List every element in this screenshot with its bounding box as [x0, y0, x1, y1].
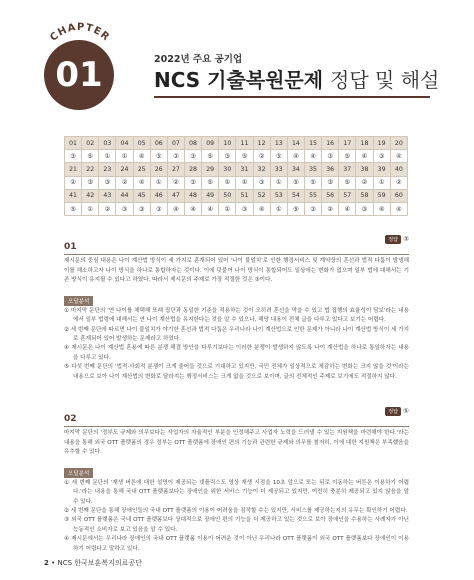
- question-number-cell: 39: [373, 163, 390, 176]
- question-number-cell: 03: [99, 137, 116, 150]
- answer-cell: ③: [373, 150, 390, 163]
- answer-cell: ⑤: [202, 150, 219, 163]
- question-number-cell: 16: [322, 137, 339, 150]
- option-explanation: ④ 제시문에서는 우리나라 장애인의 국내 OTT 플랫폼 이용이 어려운 것이 아닌 우리나라 OTT 플랫폼이 외국 OTT 플랫폼보다 장애인이 이용하기 어렵다고 말하고 있다.: [64, 536, 409, 552]
- answer-cell: ③: [322, 150, 339, 163]
- explanation-text: 마지막 문단의 '정부도 규제와 의무보다는 사업자의 자율적인 부분을 인정해주고 사업자 노력을 드러낼 수 있는 지원책을 마련해야 한다.'라는 내용을 통해 외국 OTT 플랫폼의 경우 정부는 OTT 플랫폼에 장애인 편의 기능과 관련한 규제와 의무를 철저히, 이에 대한 지원책은 부족했음을 유추할 수 있다.: [64, 430, 409, 456]
- option-explanation: ① 마지막 문단의 '연 나이를 채택해 또래 집단과 동일한 기준을 적용하는 것이 오히려 혼선을 막을 수 있고 법 집행의 효율성이 담보'라는 내용에서 일부 법령에 대해서는 연 나이 계산법을 유지한다는 것을 알 수 있으나, 해당 내용이 전체 글을 다루고 있다고 보기는 어렵다.: [64, 307, 409, 324]
- answer-cell: ②: [390, 176, 407, 189]
- explanation-text: 제시문의 중심 내용은 나이 계산법 방식이 세 가지로 혼재되어 있어 '나이 불일치'로 인한 행정서비스 및 계약상의 혼선과 법적 다툼이 발생해 이를 해소하고자 나이 방식을 하나로 통합하자는 것이다. 이에 덧붙여 나이 방식이 통합되어도 일상에는 변화가 없으며 일부 법에 대해서는 기존 방식이 유지될 수 있다고 하였다. 따라서 제시문의 주제로 가장 적절한 것은 ③이다.: [64, 258, 409, 284]
- wrong-analysis-tag: 오답분석: [64, 468, 93, 478]
- question-number-cell: 23: [99, 163, 116, 176]
- answer-cell: ②: [99, 202, 116, 215]
- option-explanation: ② 세 번째 문단을 통해 장애인들의 국내 OTT 플랫폼의 이용이 어려움을 짐작할 수는 있지만, 서비스를 제공하는지의 유무는 확인하기 어렵다.: [64, 508, 408, 514]
- answer-indicator: [385, 407, 409, 416]
- answer-cell: ⑤: [236, 150, 253, 163]
- answer-cell: ③: [167, 150, 184, 163]
- question-number-cell: 01: [65, 137, 82, 150]
- question-number-cell: 60: [390, 189, 407, 202]
- question-number-cell: 28: [184, 163, 201, 176]
- question-number-cell: 09: [202, 137, 219, 150]
- page-title-light: 정답 및 해설: [330, 68, 440, 92]
- answer-cell: ⑤: [287, 176, 304, 189]
- question-divider: [64, 254, 409, 255]
- question-number-cell: 55: [304, 189, 321, 202]
- answer-cell: ③: [82, 176, 99, 189]
- answer-cell: ①: [219, 176, 236, 189]
- question-number-cell: 11: [236, 137, 253, 150]
- question-number-cell: 43: [99, 189, 116, 202]
- question-number-cell: 19: [373, 137, 390, 150]
- answer-cell: ④: [133, 176, 150, 189]
- question-number-cell: 14: [287, 137, 304, 150]
- answer-cell: ④: [202, 202, 219, 215]
- question-number-cell: 31: [236, 163, 253, 176]
- answer-cell: ③: [150, 202, 167, 215]
- answer-cell: ②: [356, 176, 373, 189]
- question-1: [64, 234, 409, 382]
- answer-cell: ①: [219, 202, 236, 215]
- question-number-cell: 46: [150, 189, 167, 202]
- answer-cell: ①: [270, 202, 287, 215]
- answer-cell: ③: [65, 150, 82, 163]
- question-number-cell: 33: [270, 163, 287, 176]
- answer-cell: ①: [150, 176, 167, 189]
- answer-table-answer-row: [65, 176, 408, 189]
- answer-table-number-row: [65, 163, 408, 176]
- question-number-cell: 57: [339, 189, 356, 202]
- answer-cell: ⑤: [304, 176, 321, 189]
- answer-cell: ①: [373, 176, 390, 189]
- answer-cell: ⑤: [202, 176, 219, 189]
- question-number-cell: 42: [82, 189, 99, 202]
- question-number-cell: 22: [82, 163, 99, 176]
- question-number-cell: 20: [390, 137, 407, 150]
- question-number-cell: 05: [133, 137, 150, 150]
- answer-table-number-row: [65, 189, 408, 202]
- answer-cell: ①: [236, 176, 253, 189]
- answer-cell: ③: [133, 202, 150, 215]
- question-number-cell: 44: [116, 189, 133, 202]
- question-number-cell: 50: [219, 189, 236, 202]
- answer-cell: ⑤: [150, 150, 167, 163]
- question-number-cell: 30: [219, 163, 236, 176]
- question-number-cell: 02: [82, 137, 99, 150]
- answer-cell: ⑤: [270, 150, 287, 163]
- wrong-analysis-tag: 오답분석: [64, 296, 93, 306]
- question-number-cell: 35: [304, 163, 321, 176]
- answer-cell: ④: [373, 202, 390, 215]
- question-number: 01: [64, 242, 77, 252]
- question-number-cell: 41: [65, 189, 82, 202]
- answer-cell: ③: [304, 202, 321, 215]
- option-explanation: ① 세 번째 문단의 '재생 버튼에 대한 설명이 제공되는 넷플릭스도 영상 재생 시점을 10초 앞으로 또는 뒤로 이동하는 버튼은 이용하기 어렵다.'라는 내용을 통해 국내 OTT 플랫폼보다는 장애인을 위한 서비스 기능이 더 제공되고 있지만, 여전히 충분히 제공되고 있지 않음을 알 수 있다.: [64, 479, 409, 505]
- title-underline: [154, 96, 430, 98]
- answer-cell: ①: [82, 202, 99, 215]
- question-number-cell: 34: [287, 163, 304, 176]
- question-number-cell: 12: [253, 137, 270, 150]
- question-number-cell: 24: [116, 163, 133, 176]
- question-number-cell: 13: [270, 137, 287, 150]
- question-2: [64, 406, 409, 554]
- answer-value: ③: [403, 235, 409, 243]
- answer-cell: ④: [390, 202, 407, 215]
- answer-cell: ⑤: [65, 202, 82, 215]
- answer-cell: ③: [184, 150, 201, 163]
- question-number-cell: 36: [322, 163, 339, 176]
- page-number: 2: [44, 559, 49, 567]
- chapter-badge: [44, 40, 114, 110]
- answer-cell: ③: [322, 176, 339, 189]
- page-title: [154, 64, 439, 93]
- chapter-number: 01: [55, 55, 103, 95]
- answer-cell: ④: [304, 150, 321, 163]
- answer-cell: ③: [356, 202, 373, 215]
- page-title-bold: NCS 기출복원문제: [154, 68, 324, 92]
- option-explanation: ④ 제시문은 나이 계산법 혼용에 따른 분쟁 해결 방안을 다루기보다는 이러한 분쟁이 발생하지 않도록 나이 계산법을 하나로 통일하자는 내용을 다루고 있다.: [64, 345, 409, 361]
- answer-cell: ③: [99, 176, 116, 189]
- answer-cell: ⑤: [339, 176, 356, 189]
- question-number-cell: 53: [270, 189, 287, 202]
- question-number-cell: 37: [339, 163, 356, 176]
- question-number-cell: 58: [356, 189, 373, 202]
- option-explanation: ⑤ 다섯 번째 문단의 '법적·사회적 분쟁이 크게 줄어들 것으로 기대하고 있지만, 국민 전체가 일상적으로 체감하는 변화는 크지 않을 것'이라는 내용으로 보아 나이 계산법의 변화로 달라지는 행정서비스는 크게 없을 것으로 보이며, 글의 전체적인 주제로 보기에도 적절하지 않다.: [64, 364, 409, 380]
- question-number-cell: 29: [202, 163, 219, 176]
- answer-cell: ③: [236, 202, 253, 215]
- answer-cell: ⑤: [82, 150, 99, 163]
- answer-cell: ④: [184, 202, 201, 215]
- question-number-cell: 45: [133, 189, 150, 202]
- page-subtitle: 2022년 주요 공기업: [154, 54, 243, 65]
- question-number-cell: 48: [184, 189, 201, 202]
- answer-value: ⑤: [403, 407, 409, 415]
- answer-cell: ④: [356, 150, 373, 163]
- page-footer: 2 • NCS 한국보훈복지의료공단: [44, 559, 142, 567]
- answer-cell: ④: [167, 202, 184, 215]
- question-number-cell: 38: [356, 163, 373, 176]
- answer-cell: ③: [253, 176, 270, 189]
- answer-cell: ①: [99, 150, 116, 163]
- question-number-cell: 06: [150, 137, 167, 150]
- option-explanation: ② 세 번째 문단에 따르면 나이 불일치가 야기한 혼선과 법적 다툼은 우리나라 나이 계산법으로 인한 문제가 아니라 나이 계산법 방식이 세 가지로 혼재되어 있어 발생하는 문제라고 하였다.: [64, 326, 409, 342]
- question-number-cell: 08: [184, 137, 201, 150]
- footer-title: NCS 한국보훈복지의료공단: [57, 559, 142, 567]
- question-number-cell: 56: [322, 189, 339, 202]
- answer-cell: ②: [65, 176, 82, 189]
- question-number-cell: 18: [356, 137, 373, 150]
- answer-table-number-row: [65, 137, 408, 150]
- question-number-cell: 25: [133, 163, 150, 176]
- chapter-header: [0, 0, 474, 120]
- question-number-cell: 54: [287, 189, 304, 202]
- answer-cell: ⑤: [339, 150, 356, 163]
- answer-cell: ⑤: [287, 202, 304, 215]
- answer-cell: ④: [287, 150, 304, 163]
- question-number-cell: 21: [65, 163, 82, 176]
- answer-table-answer-row: [65, 150, 408, 163]
- answer-badge: 정답: [385, 407, 401, 416]
- answer-cell: ②: [116, 176, 133, 189]
- answer-cell: ①: [116, 150, 133, 163]
- answer-cell: ③: [116, 202, 133, 215]
- chapter-label: CHAPTER: [48, 21, 112, 44]
- question-number-cell: 51: [236, 189, 253, 202]
- answer-badge: 정답: [385, 235, 401, 244]
- answer-cell: ②: [322, 202, 339, 215]
- answer-cell: ③: [184, 176, 201, 189]
- question-divider: [64, 426, 409, 427]
- question-number-cell: 07: [167, 137, 184, 150]
- question-number-cell: 59: [373, 189, 390, 202]
- answer-cell: ④: [133, 150, 150, 163]
- answer-table: [64, 136, 408, 216]
- answer-indicator: [385, 235, 409, 244]
- question-number-cell: 32: [253, 163, 270, 176]
- question-number-cell: 40: [390, 163, 407, 176]
- answer-table-answer-row: [65, 202, 408, 215]
- answer-cell: ③: [219, 150, 236, 163]
- question-number-cell: 49: [202, 189, 219, 202]
- question-number-cell: 47: [167, 189, 184, 202]
- answer-cell: ④: [390, 150, 407, 163]
- question-number-cell: 04: [116, 137, 133, 150]
- answer-cell: ②: [167, 176, 184, 189]
- answer-cell: ②: [253, 150, 270, 163]
- question-number-cell: 52: [253, 189, 270, 202]
- question-number-cell: 15: [304, 137, 321, 150]
- answer-cell: ④: [253, 202, 270, 215]
- answer-cell: ①: [270, 176, 287, 189]
- question-number-cell: 26: [150, 163, 167, 176]
- option-explanation: ③ 외국 OTT 플랫폼은 국내 OTT 플랫폼보다 상대적으로 장애인 편의 기능을 더 제공하고 있는 것으로 보아 장애인을 수용하는 사례자가 아닌 능동적인 소비자로 보고 있음을 알 수 있다.: [64, 517, 409, 533]
- question-number-cell: 27: [167, 163, 184, 176]
- answer-cell: ④: [339, 202, 356, 215]
- question-number: 02: [64, 414, 77, 424]
- question-number-cell: 17: [339, 137, 356, 150]
- question-number-cell: 10: [219, 137, 236, 150]
